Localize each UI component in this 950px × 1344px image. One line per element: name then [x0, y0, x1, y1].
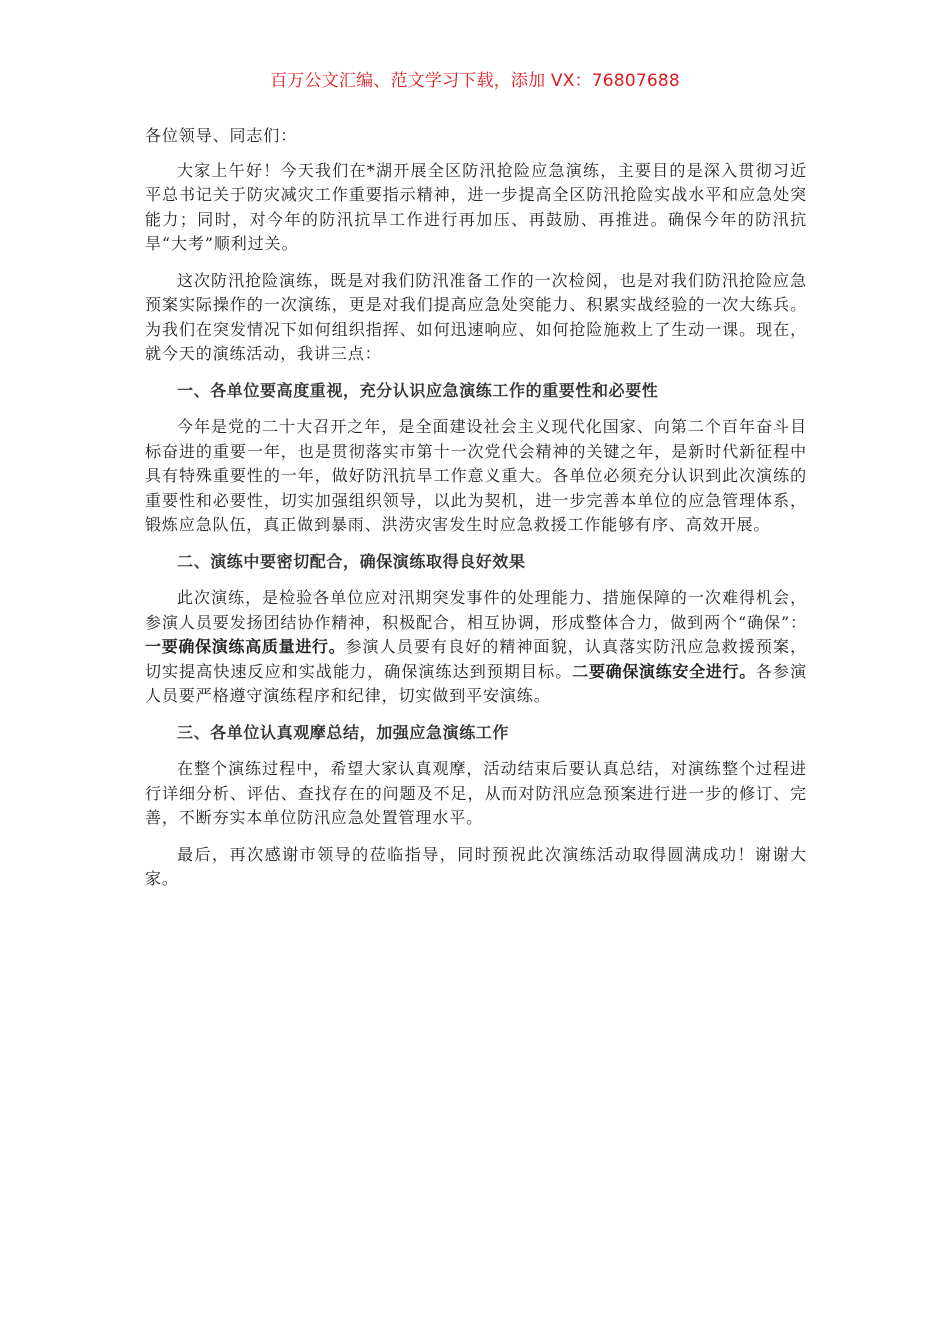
document-body [145, 124, 807, 904]
salutation: 各位领导、同志们： [145, 126, 298, 145]
section-2-text-a: 此次演练，是检验各单位应对汛期突发事件的处理能力、措施保障的一次难得机会，参演人员要发扬团结协作精神，积极配合，相互协调，形成整体合力，做到两个“确保”： [145, 588, 807, 632]
section-heading-3: 三、各单位认真观摩总结，加强应急演练工作 [177, 722, 510, 742]
section-heading-2: 二、演练中要密切配合，确保演练取得良好效果 [177, 551, 526, 571]
section-2-bold-b: 二要确保演练安全进行。 [572, 661, 756, 681]
watermark-header: 百万公文汇编、范文学习下载，添加 VX：76807688 [270, 71, 680, 91]
section-2-paragraph [145, 586, 807, 709]
intro-paragraph-1: 大家上午好！今天我们在*湖开展全区防汛抢险应急演练，主要目的是深入贯彻习近平总书记关于防灾减灾工作重要指示精神，进一步提高全区防汛抢险实战水平和应急处突能力；同时，对今年的防汛抗旱工作进行再加压、再鼓励、再推进。确保今年的防汛抗旱“大考”顺利过关。 [145, 160, 807, 253]
section-2-text-b: 参演人员要有良好的精神面貌，认真落实防汛应急救援预案，切实提高快速反应和实战能力，确保演练达到预期目标。 [145, 637, 807, 681]
section-2-bold-a: 一要确保演练高质量进行。 [145, 637, 346, 656]
closing-paragraph: 最后，再次感谢市领导的莅临指导，同时预祝此次演练活动取得圆满成功！谢谢大家。 [145, 844, 807, 888]
section-1-paragraph: 今年是党的二十大召开之年，是全面建设社会主义现代化国家、向第二个百年奋斗目标奋进的重要一年，也是贯彻落实市第十一次党代会精神的关键之年，是新时代新征程中具有特殊重要性的一年，做好防汛抗旱工作意义重大。各单位必须充分认识到此次演练的重要性和必要性，切实加强组织领导，以此为契机，进一步完善本单位的应急管理体系，锻炼应急队伍，真正做到暴雨、洪涝灾害发生时应急救援工作能够有序、高效开展。 [145, 417, 807, 534]
section-2-text-c: 各参演人员要严格遵守演练程序和纪律，切实做到平安演练。 [145, 661, 807, 705]
section-heading-1: 一、各单位要高度重视，充分认识应急演练工作的重要性和必要性 [177, 380, 659, 400]
section-3-paragraph: 在整个演练过程中，希望大家认真观摩，活动结束后要认真总结，对演练整个过程进行详细分析、评估、查找存在的问题及不足，从而对防汛应急预案进行进一步的修订、完善，不断夯实本单位防汛应急处置管理水平。 [145, 759, 807, 827]
intro-paragraph-2: 这次防汛抢险演练，既是对我们防汛准备工作的一次检阅，也是对我们防汛抢险应急预案实际操作的一次演练，更是对我们提高应急处突能力、积累实战经验的一次大练兵。为我们在突发情况下如何组织指挥、如何迅速响应、如何抢险施救上了生动一课。现在，就今天的演练活动，我讲三点： [145, 270, 807, 363]
